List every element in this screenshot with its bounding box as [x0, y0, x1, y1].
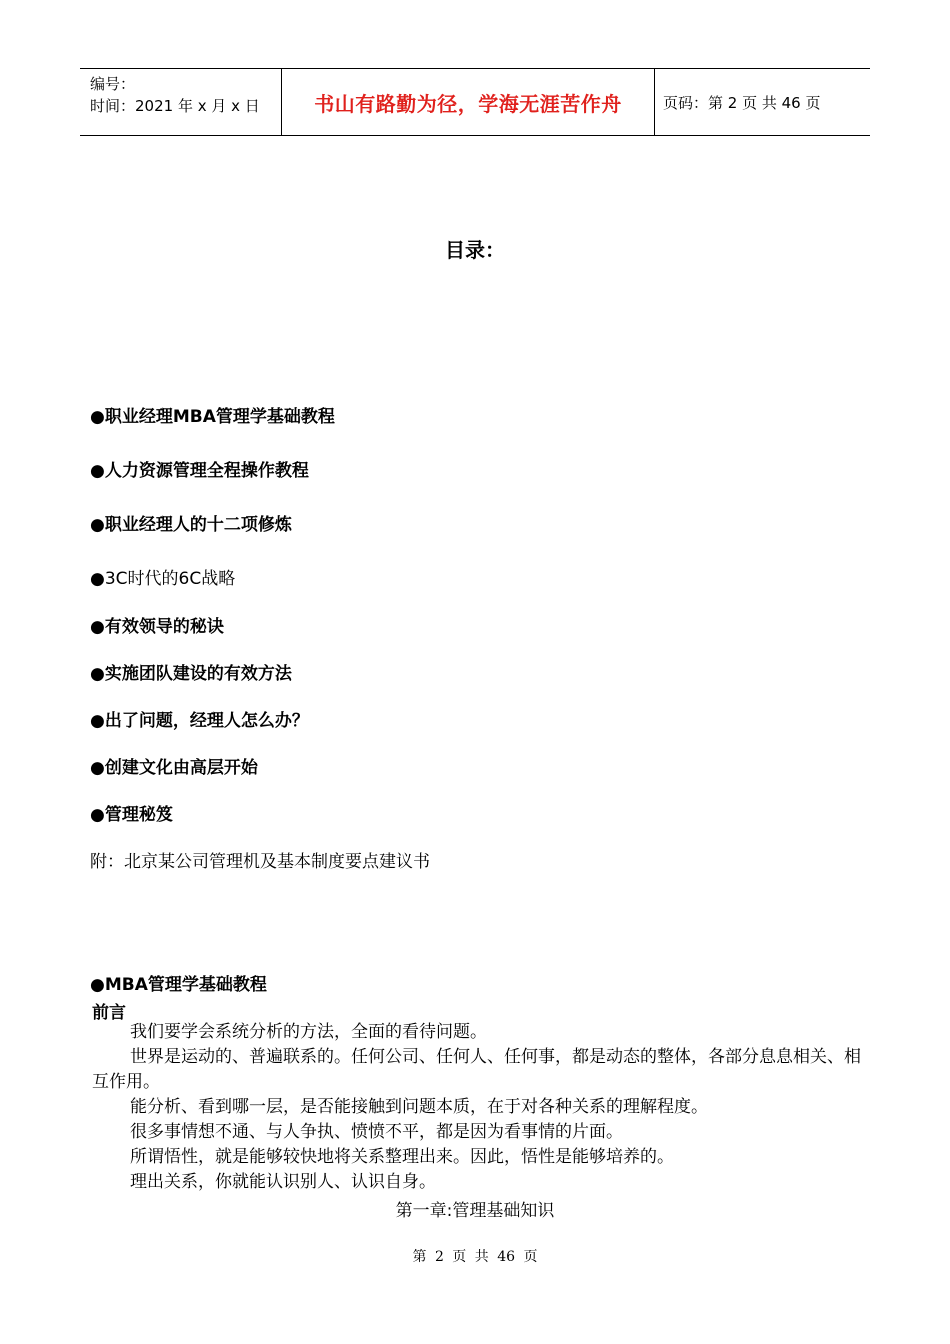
toc-item[interactable]: ●出了问题，经理人怎么办？	[90, 711, 309, 731]
paragraph: 世界是运动的、普遍联系的。任何公司、任何人、任何事，都是动态的整体，各部分息息相关、相互作用。	[92, 1047, 861, 1092]
toc-item[interactable]: ●创建文化由高层开始	[90, 758, 258, 778]
section-title: ●MBA管理学基础教程	[90, 975, 267, 995]
paragraph: 所谓悟性，就是能够较快地将关系整理出来。因此，悟性是能够培养的。	[130, 1147, 674, 1167]
paragraph: 很多事情想不通、与人争执、愤愤不平，都是因为看事情的片面。	[130, 1122, 623, 1142]
paragraph: 理出关系，你就能认识别人、认识自身。	[130, 1172, 436, 1192]
header-page-label: 页码：第 2 页 共 46 页	[663, 93, 821, 112]
toc-item[interactable]: ●职业经理MBA管理学基础教程	[90, 407, 335, 427]
toc-item[interactable]: ●职业经理人的十二项修炼	[90, 515, 292, 535]
header-page-cell	[655, 69, 870, 135]
document-number-label: 编号：	[90, 75, 136, 93]
toc-item[interactable]: ●有效领导的秘诀	[90, 617, 224, 637]
paragraph: 我们要学会系统分析的方法，全面的看待问题。	[130, 1022, 487, 1042]
document-time-label: 时间：2021 年 x 月 x 日	[90, 97, 260, 115]
paragraph: 能分析、看到哪一层，是否能接触到问题本质，在于对各种关系的理解程度。	[130, 1097, 708, 1117]
preface-title: 前言	[92, 1003, 126, 1023]
header-table	[80, 68, 870, 136]
header-info-cell	[80, 69, 282, 135]
toc-item[interactable]: ●人力资源管理全程操作教程	[90, 461, 309, 481]
toc-item[interactable]: ●管理秘笈	[90, 805, 173, 825]
toc-item[interactable]: ●3C时代的6C战略	[90, 569, 236, 589]
header-motto: 书山有路勤为径，学海无涯苦作舟	[314, 91, 622, 116]
header-motto-cell	[282, 69, 655, 135]
toc-item[interactable]: ●实施团队建设的有效方法	[90, 664, 292, 684]
toc-appendix-item[interactable]: 附：北京某公司管理机及基本制度要点建议书	[90, 852, 430, 872]
page-footer: 第 2 页 共 46 页	[412, 1249, 538, 1265]
chapter-heading: 第一章:管理基础知识	[395, 1201, 555, 1221]
toc-title: 目录：	[445, 238, 505, 262]
